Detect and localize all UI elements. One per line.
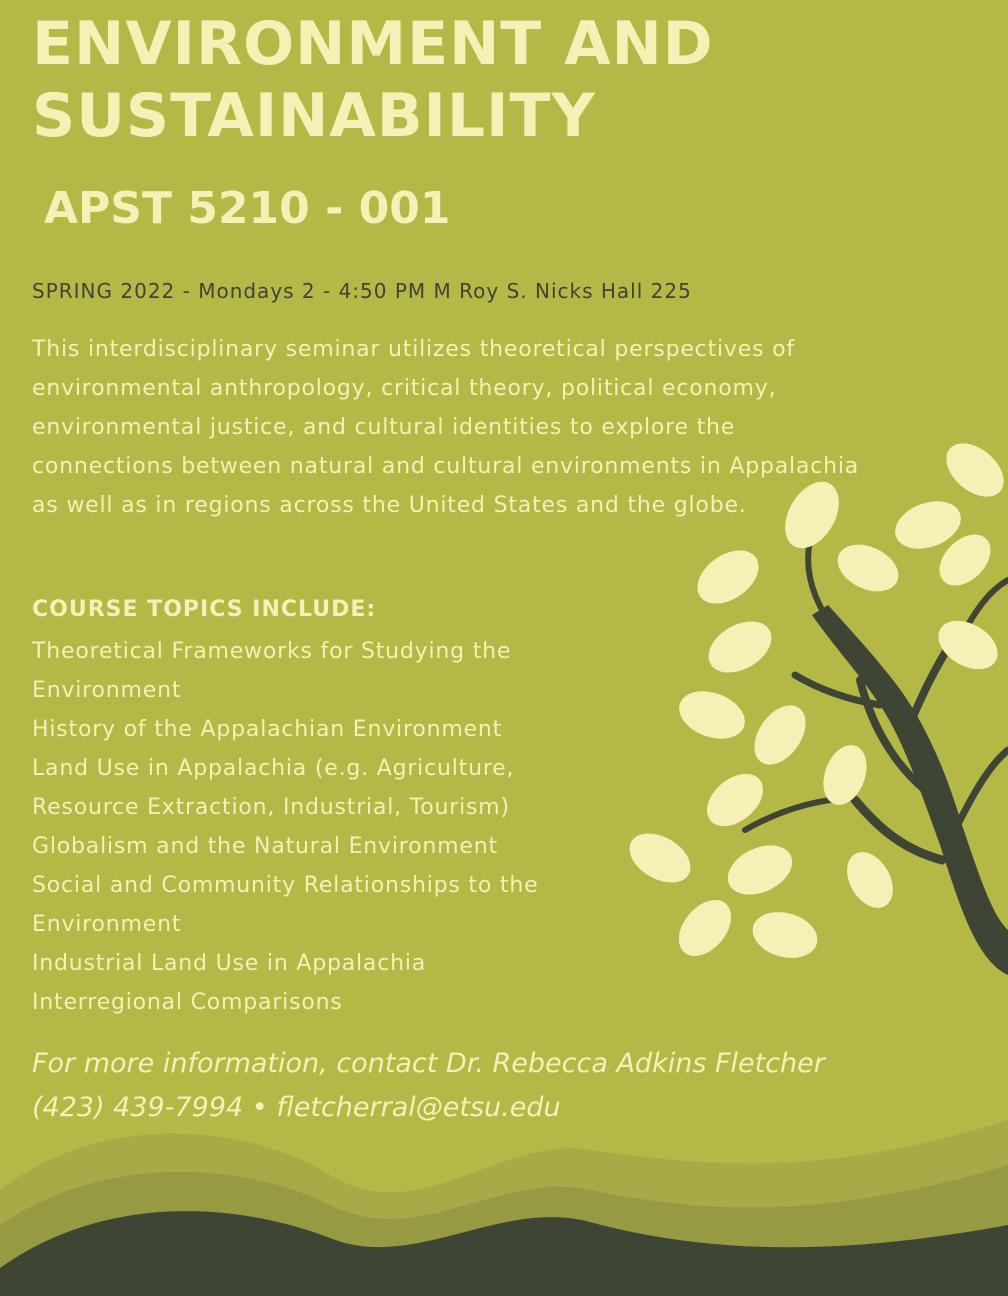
leaf-icon: [697, 763, 773, 836]
topics-heading: COURSE TOPICS INCLUDE:: [32, 597, 377, 622]
leaf-icon: [936, 433, 1008, 508]
leaf-icon: [621, 823, 699, 892]
course-code: APST 5210 - 001: [44, 183, 451, 234]
schedule-info: SPRING 2022 - Mondays 2 - 4:50 PM M Roy S. Nicks Hall 225: [32, 279, 692, 303]
topic-item: Interregional Comparisons: [32, 990, 343, 1015]
contact-info: [32, 1042, 912, 1130]
leaf-icon: [700, 611, 781, 683]
leaf-icon: [668, 890, 741, 966]
topic-item: Theoretical Frameworks for Studying the Environment: [32, 639, 512, 703]
title-line-1: ENVIRONMENT AND: [32, 9, 714, 79]
leaf-icon: [688, 539, 769, 614]
leaf-icon: [720, 836, 800, 905]
contact-details: [32, 1086, 912, 1130]
topic-item: Land Use in Appalachia (e.g. Agriculture, Resource Extraction, Industrial, Tourism): [32, 756, 515, 820]
course-description: This interdisciplinary seminar utilizes theoretical perspectives of environmental anthropology, critical theory, political economy, environmental justice, and cultural identities to explore the connections between natural and cultural environments in Appalachia as well as in regions across the United States and the globe.: [32, 337, 860, 518]
topics-list: [32, 632, 622, 1022]
leaf-icon: [830, 535, 906, 600]
topic-item: Industrial Land Use in Appalachia: [32, 951, 427, 976]
leaf-icon: [747, 905, 822, 965]
topic-item: Social and Community Relationships to the Environment: [32, 873, 539, 937]
page-title: [32, 8, 714, 152]
topic-item: Globalism and the Natural Environment: [32, 834, 498, 859]
contact-email[interactable]: fletcherral@etsu.edu: [276, 1092, 561, 1123]
title-line-2: SUSTAINABILITY: [32, 81, 596, 151]
leaf-icon: [673, 683, 752, 748]
leaf-icon: [744, 696, 816, 774]
tree-branch: [955, 750, 1008, 830]
contact-line: For more information, contact Dr. Rebecca Adkins Fletcher: [32, 1048, 825, 1079]
contact-separator: •: [251, 1092, 268, 1123]
contact-phone[interactable]: (423) 439-7994: [32, 1092, 244, 1123]
tree-branch: [808, 540, 825, 615]
leaf-icon: [838, 844, 903, 916]
topic-item: History of the Appalachian Environment: [32, 717, 503, 742]
